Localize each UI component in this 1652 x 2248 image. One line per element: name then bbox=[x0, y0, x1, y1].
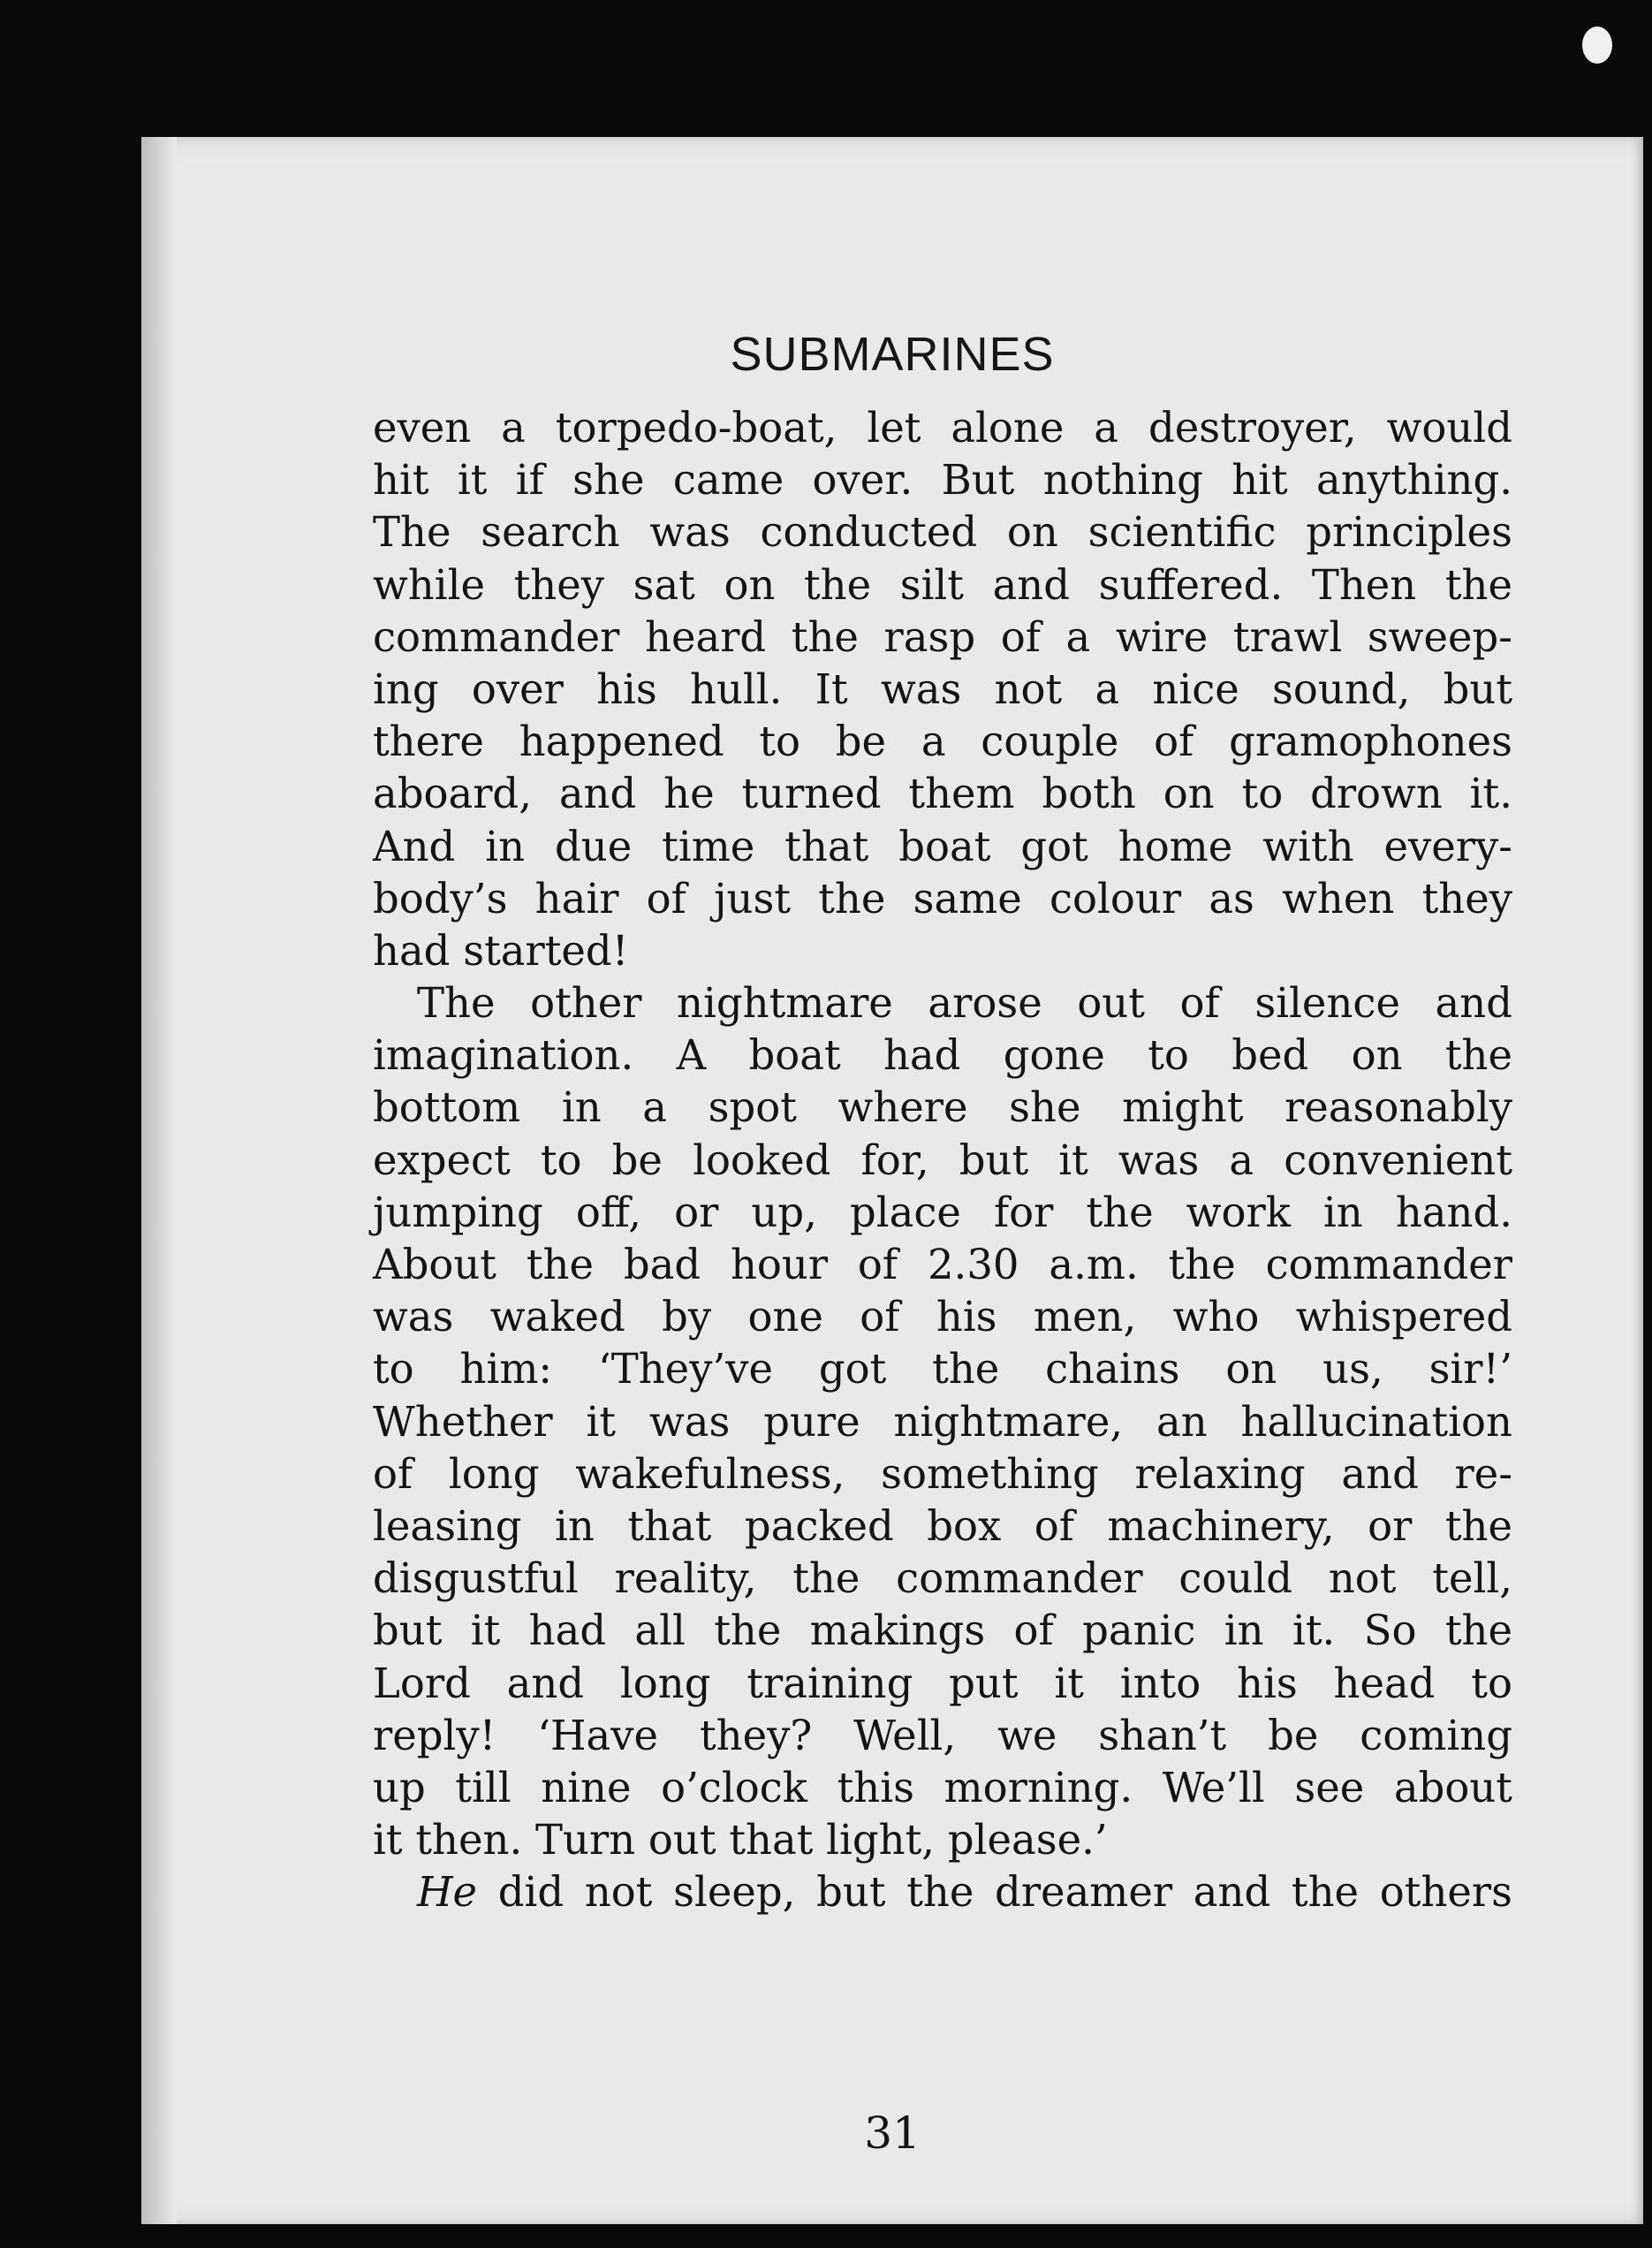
text-line: imagination. A boat had gone to bed on the bbox=[373, 1031, 1512, 1080]
gutter-shadow bbox=[141, 137, 177, 2224]
text-line: hit it if she came over. But nothing hit anything. bbox=[373, 456, 1512, 505]
text-line: About the bad hour of 2.30 a.m. the commander bbox=[373, 1241, 1512, 1288]
text-line: even a torpedo-boat, let alone a destroyer, would bbox=[373, 404, 1512, 452]
text-line: there happened to be a couple of gramophones bbox=[373, 718, 1512, 766]
italic-word: He bbox=[417, 1868, 478, 1917]
text-line: aboard, and he turned them both on to drown it. bbox=[373, 770, 1512, 818]
text-line: reply! ‘Have they? Well, we shan’t be coming bbox=[373, 1711, 1512, 1759]
text-line: up till nine o’clock this morning. We’ll see about bbox=[373, 1763, 1512, 1811]
body-text bbox=[373, 402, 1512, 1918]
running-header: SUBMARINES bbox=[730, 328, 1055, 381]
text-line: The search was conducted on scientific principles bbox=[373, 508, 1512, 557]
text-line: commander heard the rasp of a wire trawl sweep- bbox=[373, 612, 1512, 661]
scan-speck bbox=[1582, 27, 1612, 64]
text-line-final bbox=[373, 1866, 1512, 1918]
text-line: bottom in a spot where she might reasonably bbox=[373, 1083, 1512, 1132]
text-line: disgustful reality, the commander could not tell, bbox=[373, 1554, 1512, 1603]
text-line: but it had all the makings of panic in it. So the bbox=[373, 1606, 1512, 1655]
text-line: jumping off, or up, place for the work in hand. bbox=[373, 1188, 1512, 1236]
text-line: The other nightmare arose out of silence and bbox=[417, 979, 1512, 1028]
text-line: ing over his hull. It was not a nice sound, but bbox=[373, 665, 1512, 713]
text-line: of long wakefulness, something relaxing and re- bbox=[373, 1449, 1512, 1498]
text-line: was waked by one of his men, who whispered bbox=[373, 1293, 1512, 1341]
text-line: to him: ‘They’ve got the chains on us, sir!’ bbox=[373, 1345, 1512, 1394]
text-line: had started! bbox=[373, 926, 629, 975]
page-number: 31 bbox=[864, 2108, 921, 2159]
text-line: while they sat on the silt and suffered. Then the bbox=[373, 560, 1512, 609]
book-page bbox=[141, 137, 1643, 2224]
text-line-rest: did not sleep, but the dreamer and the others bbox=[477, 1868, 1512, 1917]
text-line: leasing in that packed box of machinery, or the bbox=[373, 1501, 1512, 1550]
text-line: expect to be looked for, but it was a convenient bbox=[373, 1135, 1512, 1184]
text-line: Whether it was pure nightmare, an hallucination bbox=[373, 1397, 1512, 1446]
text-line: Lord and long training put it into his head to bbox=[373, 1659, 1512, 1707]
text-line: it then. Turn out that light, please.’ bbox=[373, 1816, 1108, 1864]
text-line: And in due time that boat got home with every- bbox=[373, 822, 1512, 870]
text-line: body’s hair of just the same colour as when they bbox=[373, 874, 1512, 923]
